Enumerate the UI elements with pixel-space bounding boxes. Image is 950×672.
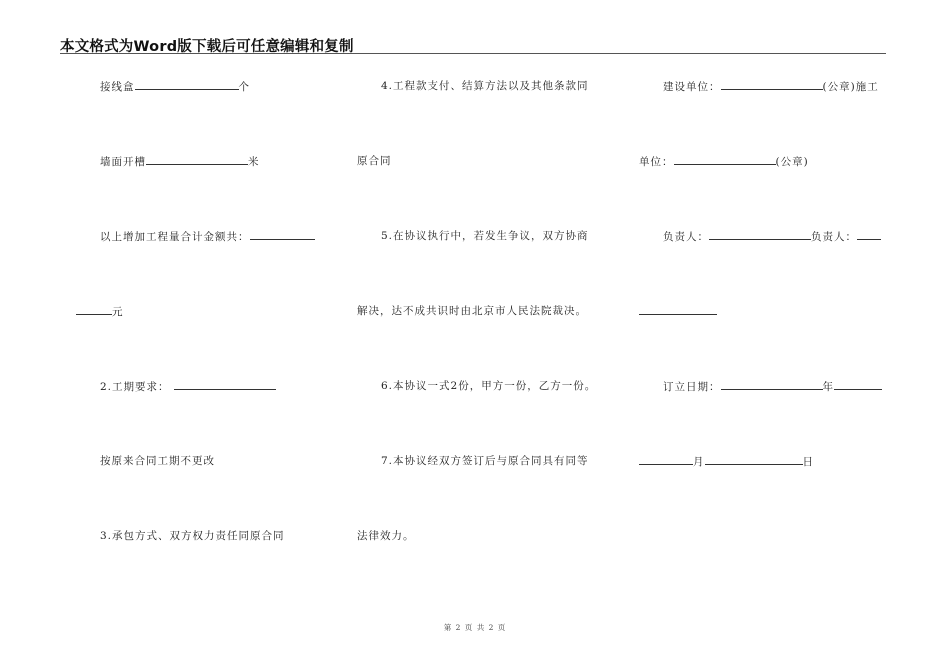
left-line-2-unit: 米 [248,156,260,168]
left-line-7: 3.承包方式、双方权力责任同原合同 [100,530,285,542]
right-line-4 [639,304,717,319]
right-line-2 [639,154,809,169]
left-line-4-unit: 元 [112,306,124,318]
left-line-1-unit: 个 [238,81,250,93]
blank-field [639,454,693,465]
left-line-1 [100,79,250,94]
right-line-1-label: 建设单位： [663,81,721,93]
right-line-5-label: 订立日期： [663,381,721,393]
blank-field [174,379,276,390]
middle-line-7: 法律效力。 [357,530,415,542]
right-line-1-seal: (公章)施工 [822,81,879,93]
left-line-6: 按原来合同工期不更改 [100,455,215,467]
right-line-5-year: 年 [822,381,834,393]
left-line-5 [100,379,276,394]
blank-field [721,79,823,90]
right-line-2-seal: (公章) [775,156,809,168]
left-line-4 [76,304,124,319]
right-line-2-label: 单位： [639,156,674,168]
right-line-3-label: 负责人： [663,231,709,243]
blank-field [709,229,811,240]
right-line-3-label-2: 负责人： [811,231,857,243]
middle-line-6: 7.本协议经双方签订后与原合同具有同等 [381,455,589,467]
middle-line-2: 原合同 [357,155,392,167]
left-line-5-label: 2.工期要求： [100,381,170,393]
right-line-6-day: 日 [802,456,814,468]
blank-field [146,154,248,165]
left-line-2 [100,154,260,169]
right-line-5 [663,379,882,394]
middle-line-5: 6.本协议一式2份，甲方一份，乙方一份。 [381,380,597,392]
blank-field [674,154,776,165]
blank-field [857,229,881,240]
blank-field [639,304,717,315]
right-line-6 [639,454,814,469]
right-line-6-month: 月 [693,456,705,468]
left-line-1-label: 接线盒 [100,81,135,93]
right-line-1 [663,79,879,94]
document-header-title: 本文格式为Word版下载后可任意编辑和复制 [60,39,354,55]
page-number-footer: 第 2 页 共 2 页 [443,623,507,632]
left-line-2-label: 墙面开槽 [100,156,146,168]
blank-field [834,379,882,390]
left-line-3-label: 以上增加工程量合计金额共： [100,231,250,243]
right-line-3 [663,229,881,244]
middle-line-1: 4.工程款支付、结算方法以及其他条款同 [381,80,589,92]
blank-field [135,79,239,90]
blank-field [76,304,112,315]
left-line-3 [100,229,315,244]
blank-field [705,454,803,465]
header-divider [60,53,886,54]
blank-field [250,229,315,240]
blank-field [721,379,823,390]
middle-line-3: 5.在协议执行中，若发生争议，双方协商 [381,230,589,242]
middle-line-4: 解决，达不成共识时由北京市人民法院裁决。 [357,305,587,317]
